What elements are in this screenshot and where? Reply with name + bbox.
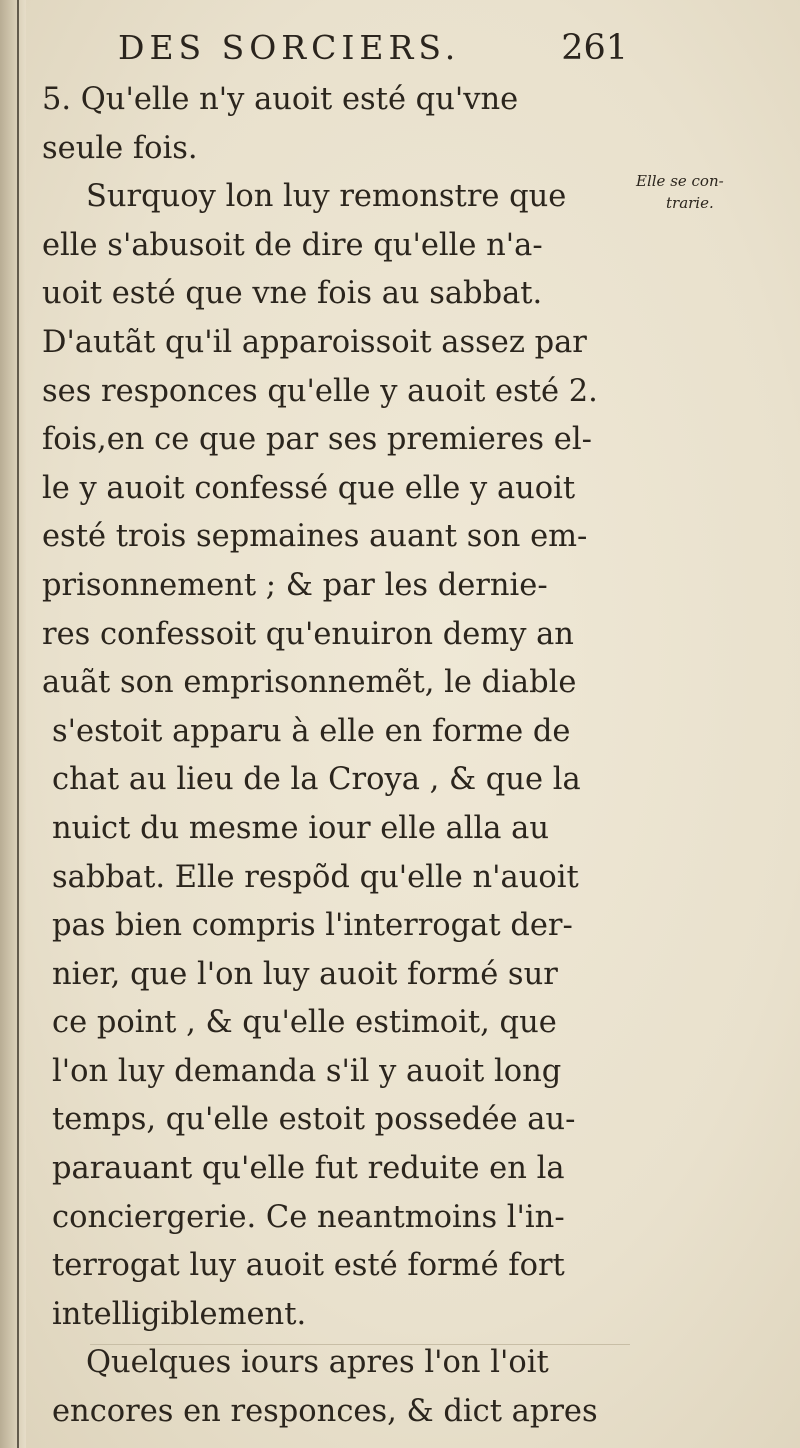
text-line: 5. Qu'elle n'y auoit esté qu'vne [42,82,519,117]
text-line: prisonnement ; & par les dernie- [42,567,548,603]
text-line: esté trois sepmaines auant son em- [42,519,588,555]
text-line: seule fois. [42,130,198,166]
gutter-fold-line [17,0,19,1448]
text-line: D'autãt qu'il apparoissoit assez par [42,324,587,360]
text-line: encores en responces, & dict apres [52,1394,598,1430]
text-line: chat au lieu de la Croya , & que la [52,762,581,798]
text-line: Surquoy lon luy remonstre que [86,179,567,215]
text-line: s'estoit apparu à elle en forme de [52,713,571,749]
text-line: temps, qu'elle estoit possedée au- [52,1102,576,1138]
body-text [42,76,632,1437]
text-line: ses responces qu'elle y auoit esté 2. [42,373,598,409]
text-line: nuict du mesme iour elle alla au [52,810,549,846]
page-number: 261 [561,28,628,68]
margin-note-line: Elle se con- [636,172,724,190]
text-line: l'on luy demanda s'il y auoit long [52,1053,562,1089]
text-line: ce point , & qu'elle estimoit, que [52,1005,557,1041]
margin-note [636,170,796,214]
text-line: uoit esté que vne fois au sabbat. [42,276,543,312]
text-line: parauant qu'elle fut reduite en la [52,1151,565,1187]
text-line: intelligiblement. [52,1296,307,1332]
bottom-rule [90,1344,630,1345]
text-line: fois,en ce que par ses premieres el- [42,422,592,458]
text-line: conciergerie. Ce neantmoins l'in- [52,1199,565,1235]
text-line: terrogat luy auoit esté formé fort [52,1248,565,1284]
margin-note-line: trarie. [666,194,714,212]
running-head: DES SORCIERS. [118,28,461,67]
page-header [118,28,628,72]
text-line: pas bien compris l'interrogat der- [52,908,573,944]
binding-gutter [0,0,26,1448]
text-line: Quelques iours apres l'on l'oit [86,1345,549,1381]
text-line: auãt son emprisonnemẽt, le diable [42,665,577,701]
text-line: res confessoit qu'enuiron demy an [42,616,574,652]
text-line: le y auoit confessé que elle y auoit [42,470,576,506]
text-line: nier, que l'on luy auoit formé sur [52,956,558,992]
text-line: elle s'abusoit de dire qu'elle n'a- [42,227,543,263]
text-line: sabbat. Elle respõd qu'elle n'auoit [52,859,579,895]
